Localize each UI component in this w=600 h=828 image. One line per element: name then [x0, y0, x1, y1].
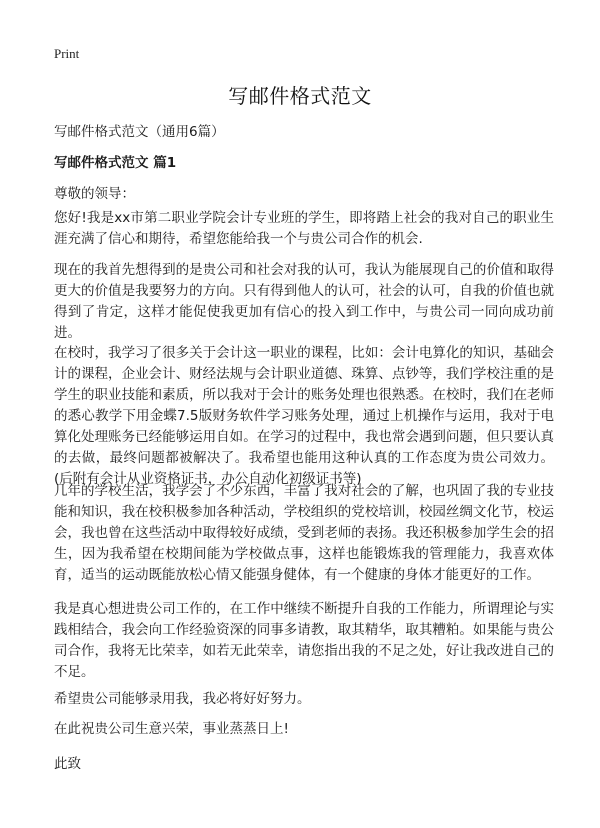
paragraph-activities: 几年的学校生活，我学会了不少东西，丰富了我对社会的了解，也巩固了我的专业技能和知识，我在校积极参加各种活动，学校组织的党校培训，校园丝绸文化节，校运会，我也曾在这些活动中取得较好成绩，受到老师的表扬。我还积极参加学生会的招生，因为我希望在校期间能为学校做点事，这样也能锻炼我的管理能力，我喜欢体育，适当的运动既能放松心情又能强身健体，有一个健康的身体才能更好的工作。 — [54, 483, 554, 583]
paragraph-motivation: 我是真心想进贵公司工作的，在工作中继续不断提升自我的工作能力，所谓理论与实践相结合，我会向工作经验资深的同事多请教，取其精华，取其糟粕。如果能与贵公司合作，我将无比荣幸，如若无此荣幸，请您指出我的不足之处，好让我改进自己的不足。 — [54, 601, 554, 680]
paragraph-introduction: 您好!我是xx市第二职业学院会计专业班的学生，即将踏上社会的我对自己的职业生涯充满了信心和期待，希望您能给我一个与贵公司合作的机会. — [54, 210, 554, 247]
paragraph-goals: 现在的我首先想得到的是贵公司和社会对我的认可，我认为能展现自己的价值和取得更大的价值是我要努力的方向。只有得到他人的认可，社会的认可，自我的价值也就得到了肯定，这样才能促使我更加有信心的投入到工作中，与贵公司一同向成功前进。 — [54, 262, 554, 341]
section-heading: 写邮件格式范文 篇1 — [54, 155, 177, 171]
print-link[interactable]: Print — [54, 46, 80, 61]
document-subtitle: 写邮件格式范文（通用6篇） — [54, 124, 225, 140]
paragraph-hope: 希望贵公司能够录用我，我必将好好努力。 — [54, 691, 311, 707]
page-title: 写邮件格式范文 — [228, 84, 372, 108]
paragraph-education: 在校时，我学习了很多关于会计这一职业的课程，比如：会计电算化的知识，基础会计的课程，企业会计、财经法规与会计职业道德、珠算、点钞等，我们学校注重的是学生的职业技能和素质，所以我对于会计的账务处理也很熟悉。在校时，我们在老师的悉心教学下用金蝶7.5版财务软件学习账务处理，通过上机操作与运用，我对于电算化处理账务已经能够运用自如。在学习的过程中，我也常会遇到问题，但只要认真的去做，最终问题都被解决了。我希望也能用这种认真的工作态度为贵公司效力。(后附有会计从业资格证书，办公自动化初级证书等) — [54, 345, 554, 487]
paragraph-wishes: 在此祝贵公司生意兴荣，事业蒸蒸日上! — [54, 721, 289, 737]
letter-greeting: 尊敬的领导： — [54, 186, 135, 202]
letter-closing: 此致 — [54, 756, 81, 772]
